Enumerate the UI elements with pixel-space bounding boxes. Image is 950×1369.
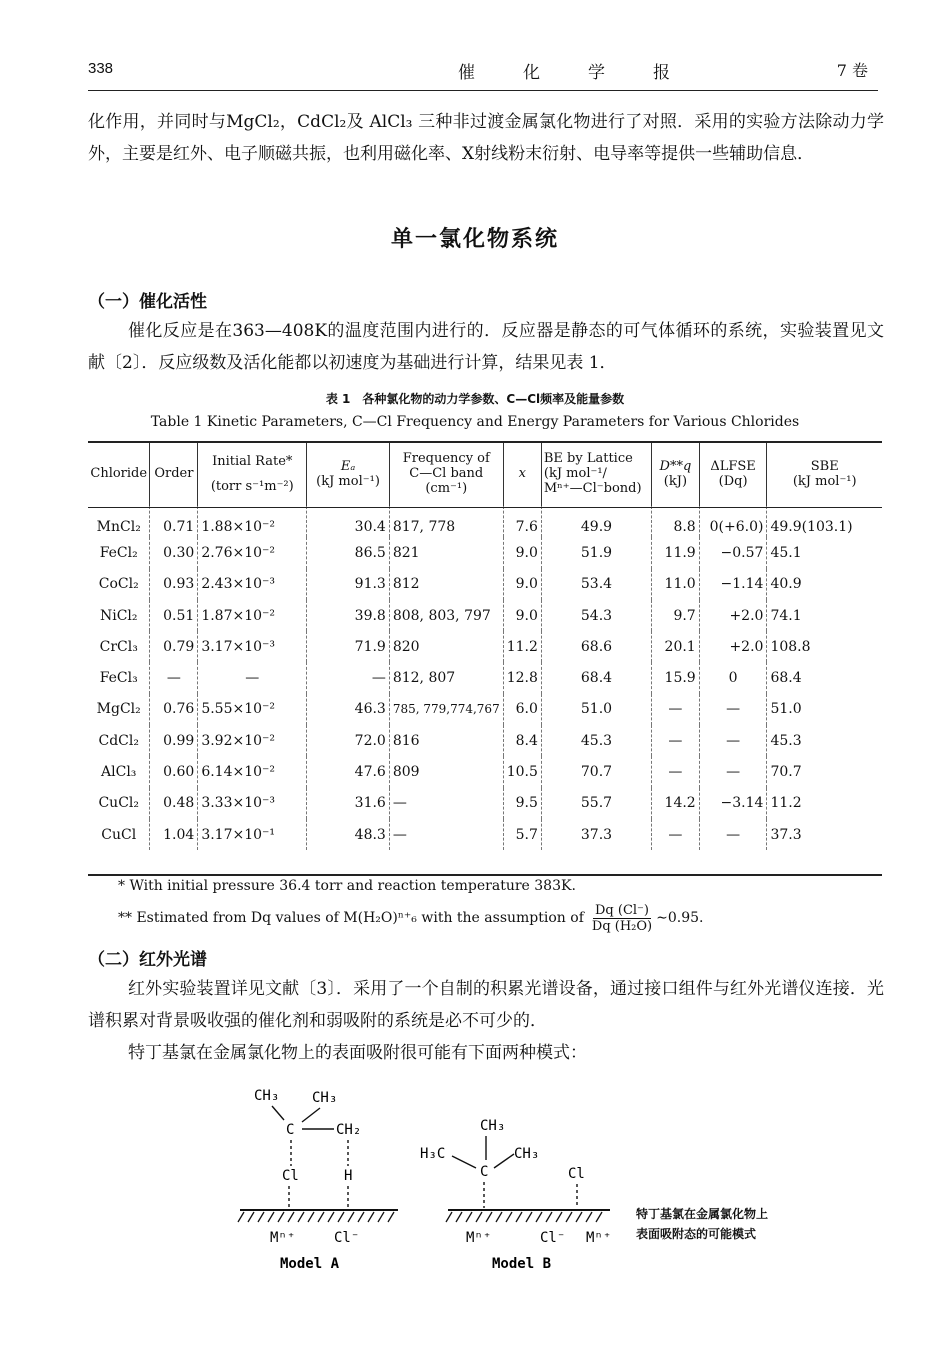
table-caption-en: Table 1 Kinetic Parameters, C—Cl Frequency and Energy Parameters for Various Chlorides xyxy=(150,414,800,430)
cell-ea: 30.4 xyxy=(307,506,390,537)
cell-ea: 91.3 xyxy=(307,569,390,600)
cell-rate: 1.87×10⁻² xyxy=(198,600,307,631)
page-number: 338 xyxy=(88,60,114,77)
cell-rate: 3.33×10⁻³ xyxy=(198,788,307,819)
table-row xyxy=(88,662,882,693)
model-b-c: C xyxy=(480,1164,489,1180)
table-row xyxy=(88,569,882,600)
header-dq: D**q (kJ) xyxy=(652,441,700,506)
cell-chloride: AlCl₃ xyxy=(101,764,137,781)
model-b-metal-ion-2: Mⁿ⁺ xyxy=(586,1230,612,1246)
cell-be: 51.0 xyxy=(541,694,651,725)
table-bottom-rule xyxy=(88,874,882,876)
cell-be: 68.4 xyxy=(541,662,651,693)
cell-chloride: MnCl₂ xyxy=(96,518,141,535)
cell-rate: 3.92×10⁻² xyxy=(198,725,307,756)
cell-x: 9.5 xyxy=(503,788,541,819)
table-row xyxy=(88,537,882,568)
cell-x: 7.6 xyxy=(503,506,541,537)
header-be: BE by Lattice (kJ mol⁻¹/ Mⁿ⁺—Cl⁻bond) xyxy=(541,441,651,506)
cell-dq: — xyxy=(652,819,700,850)
cell-rate: — xyxy=(198,662,307,693)
cell-order: 0.76 xyxy=(150,694,198,725)
cell-chloride: CoCl₂ xyxy=(98,576,139,593)
volume: 7 卷 xyxy=(836,61,868,80)
model-a-ch3-left: CH₃ xyxy=(254,1088,280,1104)
cell-freq: 821 xyxy=(389,537,503,568)
journal-name: 催化学报 xyxy=(458,63,718,83)
cell-ea: 47.6 xyxy=(307,756,390,787)
model-a-surface-hatch xyxy=(238,1212,394,1222)
cell-sbe: 45.1 xyxy=(767,537,882,568)
cell-freq: 817, 778 xyxy=(389,506,503,537)
cell-chloride: CuCl₂ xyxy=(98,795,139,812)
cell-x: 8.4 xyxy=(503,725,541,756)
model-a-cl: Cl xyxy=(282,1168,299,1184)
cell-sbe: 74.1 xyxy=(767,600,882,631)
page-header xyxy=(88,58,868,82)
cell-x: 5.7 xyxy=(503,819,541,850)
cell-freq: — xyxy=(389,788,503,819)
table-header-rule xyxy=(88,507,882,508)
model-a-metal-ion: Mⁿ⁺ xyxy=(270,1230,296,1246)
cell-sbe: 37.3 xyxy=(767,819,882,850)
cell-lfse: −0.57 xyxy=(699,537,767,568)
model-a-label: Model A xyxy=(280,1256,340,1272)
header-frequency: Frequency of C—Cl band (cm⁻¹) xyxy=(389,441,503,506)
header-x: x xyxy=(503,441,541,506)
table-row xyxy=(88,756,882,787)
table-header-row xyxy=(88,441,882,506)
cell-lfse: 0 xyxy=(699,662,767,693)
cell-order: 0.48 xyxy=(150,788,198,819)
header-order: Order xyxy=(150,441,198,506)
cell-dq: 15.9 xyxy=(652,662,700,693)
cell-freq: 812, 807 xyxy=(389,662,503,693)
cell-freq: 785, 779,774,767 xyxy=(389,694,503,725)
cell-dq: 8.8 xyxy=(652,506,700,537)
cell-x: 9.0 xyxy=(503,537,541,568)
cell-freq: 816 xyxy=(389,725,503,756)
table-row xyxy=(88,600,882,631)
cell-sbe: 11.2 xyxy=(767,788,882,819)
cell-sbe: 108.8 xyxy=(767,631,882,662)
cell-lfse: — xyxy=(699,819,767,850)
model-a-ch3-right: CH₃ xyxy=(312,1090,338,1106)
cell-freq: 820 xyxy=(389,631,503,662)
cell-sbe: 45.3 xyxy=(767,725,882,756)
cell-be: 53.4 xyxy=(541,569,651,600)
cell-dq: — xyxy=(652,725,700,756)
model-b xyxy=(420,1118,611,1272)
cell-chloride: FeCl₃ xyxy=(99,670,138,687)
cell-lfse: +2.0 xyxy=(699,600,767,631)
model-b-h3c: H₃C xyxy=(420,1146,446,1162)
header-initial-rate: Initial Rate* (torr s⁻¹m⁻²) xyxy=(198,441,307,506)
cell-chloride: CrCl₃ xyxy=(99,638,138,655)
kinetic-table xyxy=(88,441,882,850)
cell-ea: 86.5 xyxy=(307,537,390,568)
cell-sbe: 49.9(103.1) xyxy=(767,506,882,537)
model-b-surface-hatch xyxy=(446,1212,602,1222)
cell-x: 12.8 xyxy=(503,662,541,693)
cell-be: 45.3 xyxy=(541,725,651,756)
cell-dq: 11.9 xyxy=(652,537,700,568)
model-a-chloride-ion: Cl⁻ xyxy=(334,1230,360,1246)
cell-dq: 14.2 xyxy=(652,788,700,819)
cell-order: 0.93 xyxy=(150,569,198,600)
section-title: 单一氯化物系统 xyxy=(390,226,559,252)
header-ea: Eₐ (kJ mol⁻¹) xyxy=(307,441,390,506)
cell-order: 1.04 xyxy=(150,819,198,850)
subsection-heading-activity: （一）催化活性 xyxy=(88,292,207,312)
model-b-ch3-top: CH₃ xyxy=(480,1118,506,1134)
cell-rate: 1.88×10⁻² xyxy=(198,506,307,537)
table-footnote-2: ** Estimated from Dq values of M(H₂O)ⁿ⁺₆ with the assumption of Dq (Cl⁻) Dq (H₂O) ∼0.95. xyxy=(118,902,704,934)
cell-freq: 808, 803, 797 xyxy=(389,600,503,631)
model-a-ch2: CH₂ xyxy=(336,1122,362,1138)
cell-sbe: 70.7 xyxy=(767,756,882,787)
cell-rate: 2.43×10⁻³ xyxy=(198,569,307,600)
cell-chloride: CdCl₂ xyxy=(98,732,139,749)
table-top-rule xyxy=(88,441,882,443)
cell-dq: 20.1 xyxy=(652,631,700,662)
cell-be: 68.6 xyxy=(541,631,651,662)
cell-ea: 39.8 xyxy=(307,600,390,631)
cell-x: 10.5 xyxy=(503,756,541,787)
cell-ea: — xyxy=(307,662,390,693)
cell-rate: 5.55×10⁻² xyxy=(198,694,307,725)
model-a-h: H xyxy=(344,1168,353,1184)
ir-paragraph-2: 特丁基氯在金属氯化物上的表面吸附很可能有下面两种模式： xyxy=(128,1043,587,1063)
cell-chloride: FeCl₂ xyxy=(99,544,138,561)
footnote-fraction: Dq (Cl⁻) Dq (H₂O) xyxy=(591,902,653,934)
header-chloride: Chloride xyxy=(90,466,148,481)
cell-x: 6.0 xyxy=(503,694,541,725)
subsection-heading-ir: （二）红外光谱 xyxy=(88,950,207,970)
cell-be: 37.3 xyxy=(541,819,651,850)
cell-dq: — xyxy=(652,756,700,787)
cell-dq: — xyxy=(652,694,700,725)
header-rule xyxy=(88,90,878,91)
model-b-cl: Cl xyxy=(568,1166,585,1182)
adsorption-models-figure xyxy=(230,1080,830,1280)
cell-lfse: −1.14 xyxy=(699,569,767,600)
ir-paragraph-1: 红外实验装置详见文献〔3〕．采用了一个自制的积累光谱设备，通过接口组件与红外光谱仪连接．光谱积累对背景吸收强的催化剂和弱吸附的系统是必不可少的． xyxy=(88,979,884,1031)
cell-lfse: — xyxy=(699,694,767,725)
cell-order: 0.60 xyxy=(150,756,198,787)
cell-lfse: — xyxy=(699,725,767,756)
cell-ea: 46.3 xyxy=(307,694,390,725)
table-row xyxy=(88,819,882,850)
header-sbe: SBE (kJ mol⁻¹) xyxy=(767,441,882,506)
cell-chloride: CuCl xyxy=(101,826,137,843)
cell-order: 0.79 xyxy=(150,631,198,662)
cell-rate: 2.76×10⁻² xyxy=(198,537,307,568)
cell-rate: 3.17×10⁻¹ xyxy=(198,819,307,850)
model-b-label: Model B xyxy=(492,1256,552,1272)
cell-lfse: −3.14 xyxy=(699,788,767,819)
cell-rate: 6.14×10⁻² xyxy=(198,756,307,787)
cell-ea: 31.6 xyxy=(307,788,390,819)
cell-be: 54.3 xyxy=(541,600,651,631)
cell-be: 55.7 xyxy=(541,788,651,819)
cell-ea: 48.3 xyxy=(307,819,390,850)
cell-order: 0.71 xyxy=(150,506,198,537)
table-caption-cn: 表 1 各种氯化物的动力学参数、C—Cl频率及能量参数 xyxy=(325,392,625,406)
model-b-chloride-ion: Cl⁻ xyxy=(540,1230,566,1246)
intro-paragraph: 化作用，并同时与MgCl₂，CdCl₂及 AlCl₃ 三种非过渡金属氯化物进行了对照．采用的实验方法除动力学外，主要是红外、电子顺磁共振，也利用磁化率、X射线粉末衍射、电导率等提供一些辅助信息． xyxy=(88,112,884,164)
cell-lfse: +2.0 xyxy=(699,631,767,662)
cell-freq: — xyxy=(389,819,503,850)
cell-freq: 812 xyxy=(389,569,503,600)
cell-be: 49.9 xyxy=(541,506,651,537)
cell-order: — xyxy=(150,662,198,693)
table-row xyxy=(88,788,882,819)
model-a xyxy=(238,1088,398,1272)
cell-x: 9.0 xyxy=(503,600,541,631)
cell-ea: 72.0 xyxy=(307,725,390,756)
cell-dq: 9.7 xyxy=(652,600,700,631)
cell-freq: 809 xyxy=(389,756,503,787)
header-lfse: ΔLFSE (Dq) xyxy=(699,441,767,506)
cell-sbe: 40.9 xyxy=(767,569,882,600)
cell-lfse: — xyxy=(699,756,767,787)
activity-paragraph: 催化反应是在363—408K的温度范围内进行的．反应器是静态的可气体循环的系统，实验装置见文献〔2〕．反应级数及活化能都以初速度为基础进行计算，结果见表 1． xyxy=(88,321,884,373)
model-a-c: C xyxy=(286,1122,295,1138)
cell-chloride: MgCl₂ xyxy=(96,701,141,718)
cell-x: 9.0 xyxy=(503,569,541,600)
table-row xyxy=(88,631,882,662)
cell-dq: 11.0 xyxy=(652,569,700,600)
cell-order: 0.30 xyxy=(150,537,198,568)
cell-be: 51.9 xyxy=(541,537,651,568)
figure-caption: 特丁基氯在金属氯化物上 表面吸附态的可能模式 xyxy=(636,1207,769,1241)
cell-x: 11.2 xyxy=(503,631,541,662)
table-row xyxy=(88,694,882,725)
model-b-metal-ion-1: Mⁿ⁺ xyxy=(466,1230,492,1246)
model-b-ch3-right: CH₃ xyxy=(514,1146,540,1162)
table-row xyxy=(88,725,882,756)
cell-be: 70.7 xyxy=(541,756,651,787)
cell-order: 0.51 xyxy=(150,600,198,631)
cell-sbe: 68.4 xyxy=(767,662,882,693)
cell-rate: 3.17×10⁻³ xyxy=(198,631,307,662)
cell-chloride: NiCl₂ xyxy=(99,607,138,624)
cell-ea: 71.9 xyxy=(307,631,390,662)
cell-lfse: 0(+6.0) xyxy=(699,506,767,537)
table-footnote-1: * With initial pressure 36.4 torr and reaction temperature 383K. xyxy=(118,878,576,894)
table-row xyxy=(88,506,882,537)
cell-sbe: 51.0 xyxy=(767,694,882,725)
cell-order: 0.99 xyxy=(150,725,198,756)
